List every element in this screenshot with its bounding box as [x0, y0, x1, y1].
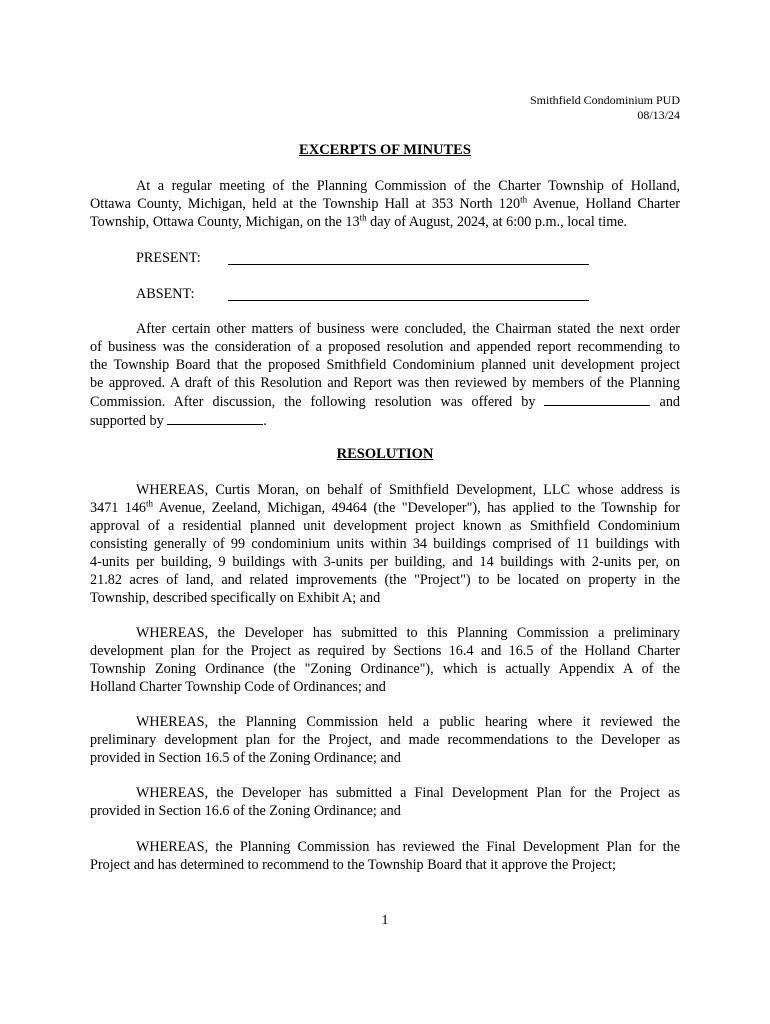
whereas-line: provided in Section 16.5 of the Zoning Ordinance; and [90, 750, 401, 766]
whereas-paragraph-4 [90, 784, 680, 820]
supported-by-blank [167, 411, 263, 425]
whereas-line: WHEREAS, the Developer has submitted a Final Development Plan for the Project as [136, 785, 680, 801]
business-line: supported by . [90, 413, 267, 429]
whereas-line: Holland Charter Township Code of Ordinances; and [90, 679, 386, 695]
business-paragraph [90, 320, 680, 430]
whereas-line: development plan for the Project as required by Sections 16.4 and 16.5 of the Holland Charter [90, 643, 680, 659]
whereas-paragraph-1 [90, 481, 680, 607]
business-line: Commission. After discussion, the following resolution was offered by and [90, 394, 681, 410]
whereas-line: WHEREAS, the Developer has submitted to this Planning Commission a preliminary [136, 625, 680, 641]
whereas-line: preliminary development plan for the Project, and made recommendations to the Developer as [90, 732, 680, 748]
document-header [530, 93, 680, 123]
whereas-line: 3471 146th Avenue, Zeeland, Michigan, 49464 (the "Developer"), has applied to the Township for [90, 498, 680, 516]
intro-paragraph [90, 177, 680, 231]
business-line: After certain other matters of business were concluded, the Chairman stated the next order [136, 321, 680, 337]
whereas-line: provided in Section 16.6 of the Zoning Ordinance; and [90, 803, 401, 819]
business-line: be approved. A draft of this Resolution and Report was then reviewed by members of the Planning [90, 375, 680, 391]
whereas-line: WHEREAS, the Planning Commission has reviewed the Final Development Plan for the [136, 839, 680, 855]
intro-line: Township, Ottawa County, Michigan, on the 13th day of August, 2024, at 6:00 p.m., local time. [90, 212, 628, 230]
whereas-line: consisting generally of 99 condominium units within 34 buildings comprised of 11 buildings with [90, 536, 680, 552]
project-name: Smithfield Condominium PUD [529, 93, 680, 107]
whereas-line: Project and has determined to recommend to the Township Board that it approve the Project; [90, 857, 616, 873]
whereas-line: Township Zoning Ordinance (the "Zoning Ordinance"), which is actually Appendix A of the [90, 661, 680, 677]
present-label: PRESENT: [136, 250, 201, 266]
business-line: the Township Board that the proposed Smithfield Condominium planned unit development project [90, 357, 680, 373]
intro-line: Ottawa County, Michigan, held at the Township Hall at 353 North 120th Avenue, Holland Charter [90, 194, 680, 212]
whereas-line: WHEREAS, the Planning Commission held a public hearing where it reviewed the [136, 714, 680, 730]
whereas-paragraph-5 [90, 838, 680, 874]
whereas-line: 4-units per building, 9 buildings with 3-units per building, and 14 buildings with 2-units per, on [90, 554, 680, 570]
resolution-title: RESOLUTION [336, 446, 434, 462]
whereas-paragraph-2 [90, 624, 680, 696]
present-blank-line [228, 264, 589, 265]
offered-by-blank [544, 392, 650, 406]
intro-line: At a regular meeting of the Planning Commission of the Charter Township of Holland, [136, 178, 680, 194]
absent-label: ABSENT: [136, 286, 195, 302]
document-date: 08/13/24 [637, 108, 680, 122]
whereas-line: WHEREAS, Curtis Moran, on behalf of Smithfield Development, LLC whose address is [136, 482, 680, 498]
whereas-paragraph-3 [90, 713, 680, 767]
whereas-line: approval of a residential planned unit development project known as Smithfield Condominium [90, 518, 680, 534]
business-line: of business was the consideration of a proposed resolution and appended report recommending to [90, 339, 680, 355]
whereas-line: Township, described specifically on Exhibit A; and [90, 590, 381, 606]
whereas-line: 21.82 acres of land, and related improvements (the "Project") to be located on property in the [90, 572, 680, 588]
absent-blank-line [228, 300, 589, 301]
page-number: 1 [381, 913, 389, 928]
minutes-title: EXCERPTS OF MINUTES [299, 142, 471, 158]
